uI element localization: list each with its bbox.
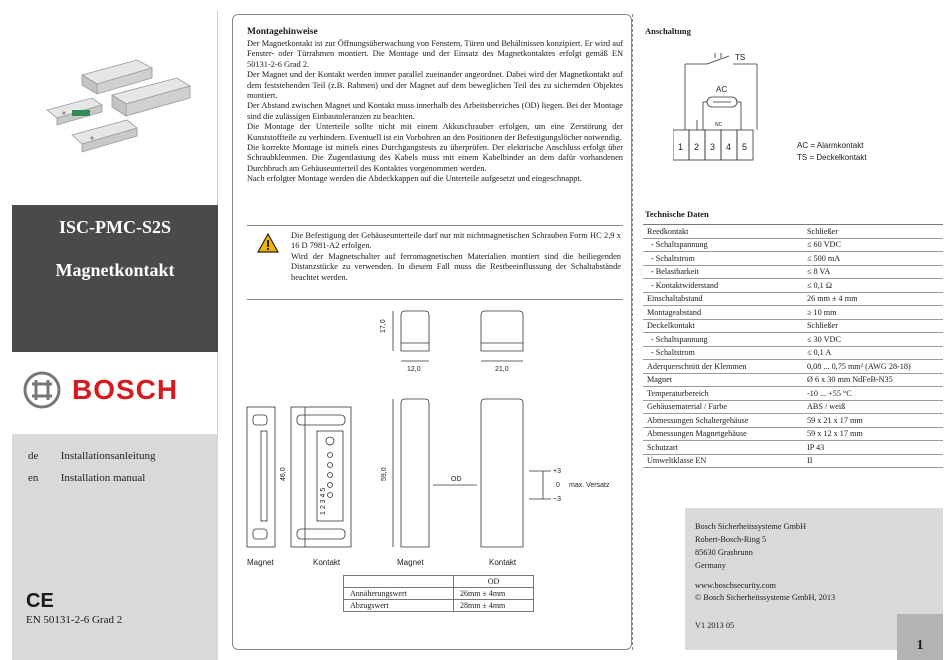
legend-item: AC = Alarmkontakt [797, 141, 864, 150]
mounting-section [232, 14, 632, 650]
spec-value: ≥ 10 mm [803, 306, 943, 320]
warning-icon [257, 233, 279, 253]
language-label: Installation manual [60, 472, 146, 484]
table-row [643, 387, 943, 401]
warning-paragraph: Wird der Magnetschalter auf ferromagnetischen Materialien montiert sind die beiliegenden Distanzstücke zu verwenden. In diesem Fall muss die Restbeeinflussung der Schaltabstände beachtet werden. [291, 251, 621, 282]
paragraph: Nach erfolgter Montage werden die Abdeckkappen auf die Unterteile aufgesetzt und eingeschnappt. [247, 174, 582, 184]
terminal-label: 4 [726, 142, 732, 152]
spec-value: 0,08 ... 0,75 mm² (AWG 28-18) [803, 360, 943, 374]
drawing-caption: Kontakt [489, 558, 517, 567]
spec-value: ≤ 500 mA [803, 252, 943, 266]
spec-label: Montageabstand [643, 306, 803, 320]
norm-label: EN 50131-2-6 Grad 2 [26, 614, 123, 626]
table-cell [344, 576, 454, 588]
spec-value: 26 mm ± 4 mm [803, 292, 943, 306]
title-band [12, 205, 218, 352]
od-label: OD [451, 476, 462, 483]
table-cell: Abzugswert [344, 600, 454, 612]
spec-label: - Schaltstrom [643, 252, 803, 266]
copyright: © Bosch Sicherheitssysteme GmbH, 2013 [695, 593, 836, 602]
ac-label: AC [716, 85, 728, 94]
table-row [643, 279, 943, 293]
od-table [343, 575, 534, 612]
paragraph: Der Magnet und der Kontakt werden immer parallel zueinander angeordnet. Dabei wird der Magnetkontakt auf dem feststehenden Teil (z.B. Rahmen) und der Magnet auf dem beweglichen Teil des zu sichernden Objektes montiert. [247, 70, 623, 101]
company-address [695, 520, 806, 572]
spec-label: Deckelkontakt [643, 319, 803, 333]
language-code: de [28, 450, 39, 462]
spec-label: - Schaltstrom [643, 346, 803, 360]
spec-label: - Belastbarkeit [643, 265, 803, 279]
table-row [643, 427, 943, 441]
table-header: OD [454, 576, 534, 588]
language-row [28, 450, 155, 462]
terminal-label: 3 [710, 142, 716, 152]
terminal-label: 1 [678, 142, 684, 152]
table-row [344, 600, 534, 612]
table-row [643, 292, 943, 306]
spec-value: ≤ 8 VA [803, 265, 943, 279]
table-row [643, 400, 943, 414]
spec-label: Reedkontakt [643, 225, 803, 239]
spec-label: Schutzart [643, 441, 803, 455]
product-title: Magnetkontakt [55, 260, 175, 280]
offset-label: −3 [553, 496, 561, 503]
paragraph: Der Magnetkontakt ist zur Öffnungsüberwachung von Fenstern, Türen und Behältnissen konzipiert. Er wird auf Fenster- oder Türrahmen montiert. Die Montage und der Einsatz des Magnetkontaktes erfolgt gemäß EN 50131-2-6 Grad 2. [247, 39, 623, 69]
section-title: Montagehinweise [247, 27, 318, 37]
spec-label: - Schaltspannung [643, 333, 803, 347]
product-photo [42, 50, 192, 160]
divider [247, 299, 623, 300]
spec-value: -10 ... +55 °C [803, 387, 943, 401]
version-label: V1 2013 05 [695, 621, 735, 630]
dim-label: 46,0 [280, 467, 287, 481]
company-country: Germany [695, 561, 726, 570]
table-row [344, 588, 534, 600]
spec-label: Einschaltabstand [643, 292, 803, 306]
offset-label: +3 [553, 468, 561, 475]
offset-label: 0 [556, 482, 560, 489]
table-cell: 28mm ± 4mm [454, 600, 534, 612]
spec-label: Abmessungen Magnetgehäuse [643, 427, 803, 441]
spec-value: ≤ 0,1 A [803, 346, 943, 360]
wiring-legend [797, 140, 867, 164]
product-code: ISC-PMC-S2S [58, 217, 171, 237]
website-link[interactable]: www.boschsecurity.com [695, 581, 776, 590]
company-street: Robert-Bosch-Ring 5 [695, 535, 767, 544]
dim-label: 12,0 [407, 366, 421, 373]
paragraph: Die korrekte Montage ist mittels eines Durchgangstests zu überprüfen. Der elektrische Anschluss erfolgt über Schraubklemmen. Die Zugentlastung des Kabels muss mit einem Kabelbinder an dem dafür vorhandenen Durchbruch am Gehäuseunterteil des Kontaktes vorgenommen werden. [247, 143, 623, 173]
spec-label: Magnet [643, 373, 803, 387]
page-number-text: 1 [916, 638, 924, 653]
terminal-label: 2 [694, 142, 700, 152]
nc-label: NC [715, 122, 723, 128]
brand-logo [22, 365, 178, 415]
table-row [643, 225, 943, 239]
table-row [643, 373, 943, 387]
spec-value: ABS / weiß [803, 400, 943, 414]
paragraph: Die Montage der Unterteile sollte nicht mit einem Akkuschrauber erfolgen, um eine Zerstörung der Kunststoffteile zu verhindern. Eventuell ist ein Vorbohren an den Positionen der Befestigungslöcher notwendig. [247, 122, 623, 142]
spec-value: ≤ 0,1 Ω [803, 279, 943, 293]
spec-value: Ø 6 x 30 mm NdFeB-N35 [803, 373, 943, 387]
spec-label: Gehäusematerial / Farbe [643, 400, 803, 414]
table-row [643, 441, 943, 455]
company-web [695, 580, 835, 604]
spec-value: Schließer [803, 319, 943, 333]
wiring-diagram [673, 50, 923, 190]
spec-label: Abmessungen Schaltergehäuse [643, 414, 803, 428]
table-row [643, 360, 943, 374]
section-title: Technische Daten [645, 209, 709, 219]
section-title: Anschaltung [645, 26, 691, 36]
table-row [643, 306, 943, 320]
company-name: Bosch Sicherheitssysteme GmbH [695, 522, 807, 531]
spec-label: - Schaltspannung [643, 238, 803, 252]
drawing-caption: Magnet [247, 558, 274, 567]
language-row [28, 472, 145, 484]
dim-label: 21,0 [495, 366, 509, 373]
drawing-caption: Kontakt [313, 558, 341, 567]
brand-name: BOSCH [72, 374, 179, 405]
spec-label: Temperaturbereich [643, 387, 803, 401]
mounting-text [247, 39, 623, 185]
spec-value: IP 43 [803, 441, 943, 455]
table-row [643, 346, 943, 360]
dim-label: 17,0 [380, 319, 387, 333]
dim-label: 59,0 [381, 467, 388, 481]
table-row [643, 333, 943, 347]
terminal-numbers: 1 2 3 4 5 [320, 487, 327, 515]
spec-value: ≤ 30 VDC [803, 333, 943, 347]
spec-value: II [803, 454, 943, 468]
dimension-drawing [233, 303, 633, 573]
ce-mark-icon: CE [26, 590, 54, 612]
spec-label: Umweltklasse EN [643, 454, 803, 468]
spec-value: 59 x 12 x 17 mm [803, 427, 943, 441]
table-cell: Annäherungswert [344, 588, 454, 600]
language-band [12, 434, 218, 660]
spec-value: Schließer [803, 225, 943, 239]
company-city: 85630 Grasbrunn [695, 548, 753, 557]
spec-label: Aderquerschnitt der Klemmen [643, 360, 803, 374]
table-row [643, 454, 943, 468]
divider [247, 225, 623, 226]
table-row [643, 252, 943, 266]
table-row [344, 576, 534, 588]
language-code: en [28, 472, 39, 484]
right-column [632, 14, 942, 653]
drawing-caption: Magnet [397, 558, 424, 567]
table-row [643, 414, 943, 428]
page-number [897, 614, 943, 660]
spec-label: - Kontaktwiderstand [643, 279, 803, 293]
tech-table [643, 224, 943, 468]
paragraph: Der Abstand zwischen Magnet und Kontakt muss innerhalb des Arbeitsbereiches (OD) liegen. Bei der Montage sind die zulässigen Einbautoleranzen zu beachten. [247, 101, 623, 121]
terminal-label: 5 [742, 142, 748, 152]
warning-paragraph: Die Befestigung der Gehäuseunterteile darf nur mit nichtmagnetischen Schrauben Form HC 2,9 x 16 D 7981-A2 erfolgen. [291, 231, 621, 251]
language-label: Installationsanleitung [60, 450, 156, 462]
table-row [643, 238, 943, 252]
table-cell: 26mm ± 4mm [454, 588, 534, 600]
ts-label: TS [735, 53, 746, 62]
warning-text [291, 231, 621, 283]
table-row [643, 265, 943, 279]
cover-column [12, 10, 218, 650]
offset-caption: max. Versatz [569, 482, 610, 489]
legend-item: TS = Deckelkontakt [797, 153, 867, 162]
spec-value: 59 x 21 x 17 mm [803, 414, 943, 428]
spec-value: ≤ 60 VDC [803, 238, 943, 252]
bosch-armature-icon [22, 370, 62, 410]
table-row [643, 319, 943, 333]
